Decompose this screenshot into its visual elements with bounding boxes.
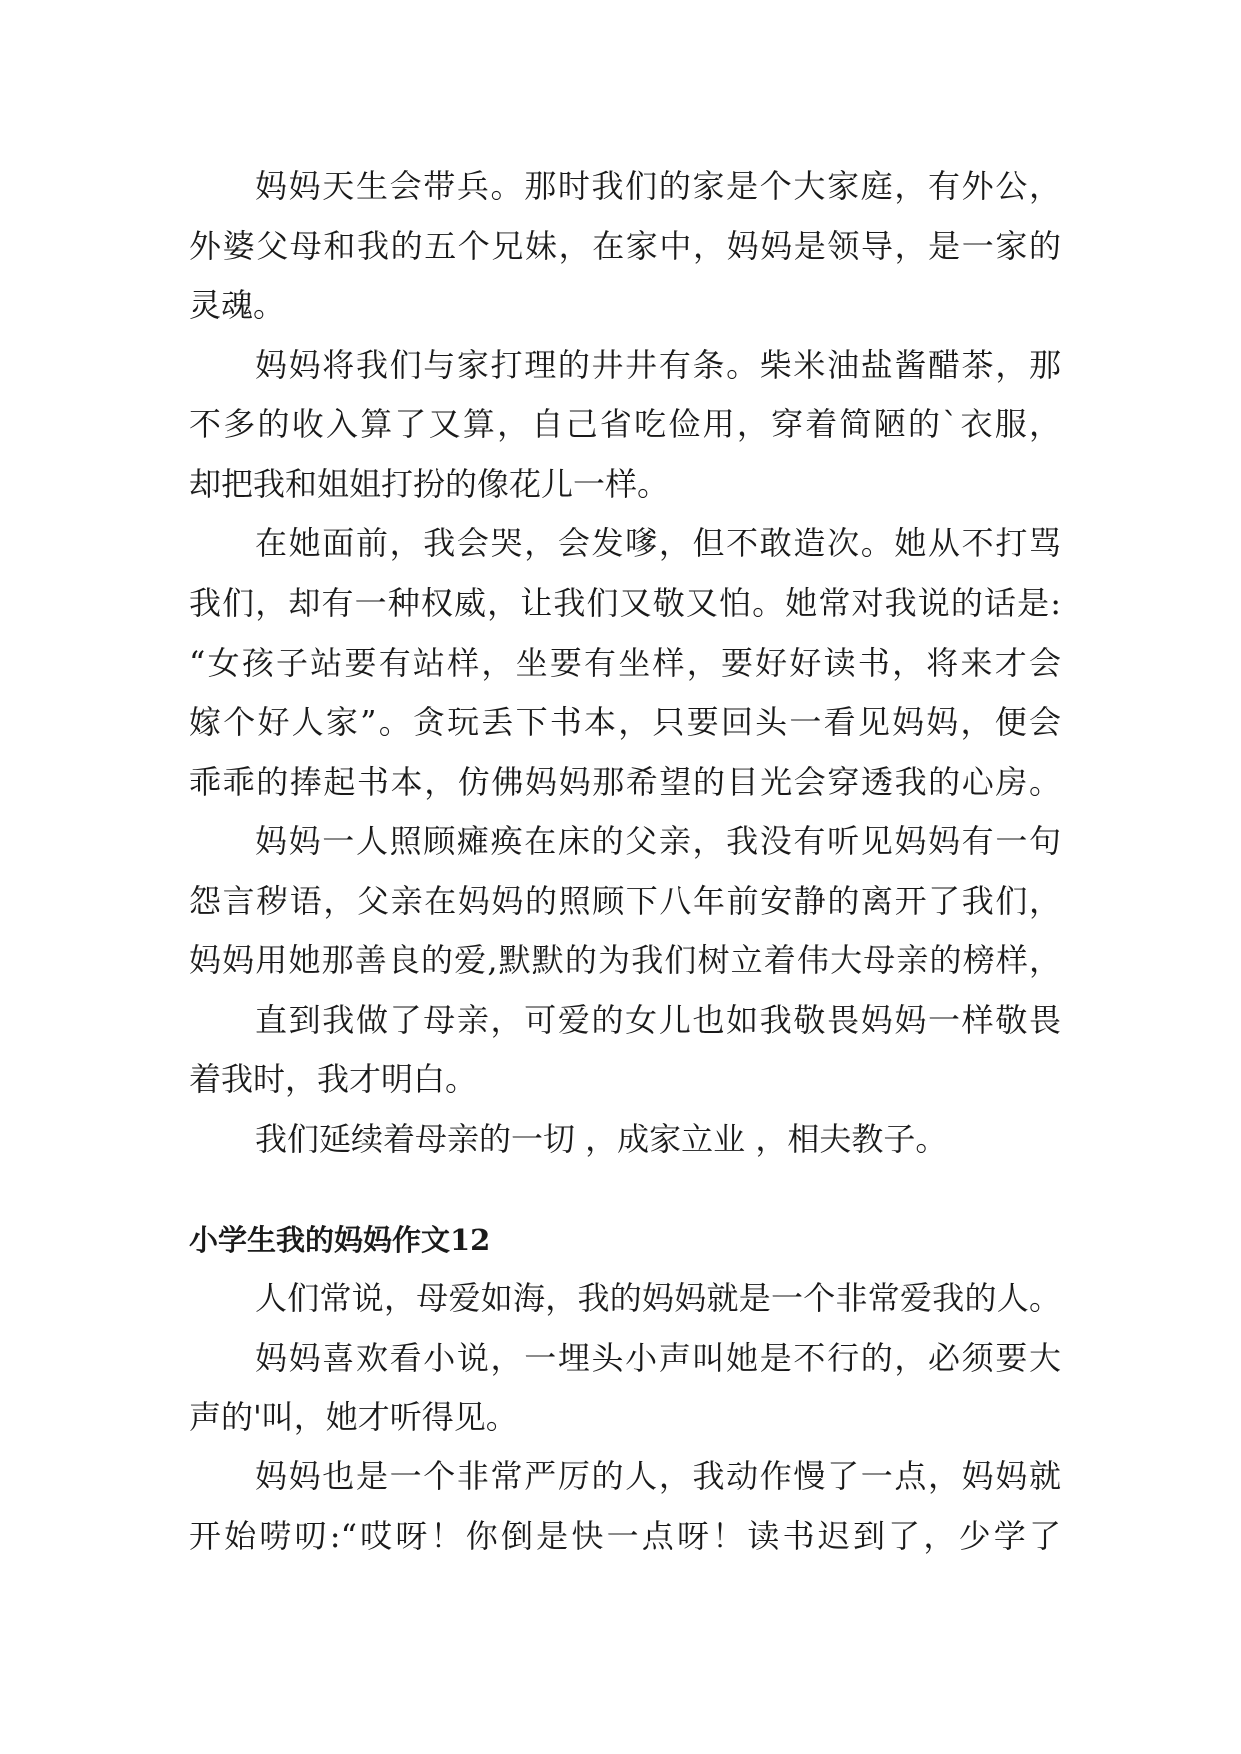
paragraph-line: 不多的收入算了又算，自己省吃俭用，穿着简陋的`衣服， [189,405,1061,443]
paragraph-line: 妈妈将我们与家打理的井井有条。柴米油盐酱醋茶，那 [255,346,1061,384]
essay-title: 小学生我的妈妈作文12 [189,1223,491,1257]
paragraph-line: 人们常说，母爱如海，我的妈妈就是一个非常爱我的人。 [255,1279,1061,1317]
paragraph-line: 嫁个好人家”。贪玩丢下书本，只要回头一看见妈妈，便会 [189,703,1061,741]
paragraph-line: 乖乖的捧起书本，仿佛妈妈那希望的目光会穿透我的心房。 [189,763,1061,801]
paragraph-line: 妈妈喜欢看小说，一埋头小声叫她是不行的，必须要大 [255,1339,1061,1377]
paragraph-line: 着我时，我才明白。 [189,1060,478,1098]
paragraph-line: 直到我做了母亲，可爱的女儿也如我敬畏妈妈一样敬畏 [255,1001,1061,1039]
paragraph-line: 灵魂。 [189,286,286,324]
paragraph-line: 怨言秽语，父亲在妈妈的照顾下八年前安静的离开了我们， [189,882,1061,920]
paragraph-line: “女孩子站要有站样，坐要有坐样，要好好读书，将来才会 [189,644,1061,682]
paragraph-line: 我们，却有一种权威，让我们又敬又怕。她常对我说的话是: [189,584,1061,622]
paragraph-line: 我们延续着母亲的一切 ，成家立业 ，相夫教子。 [255,1120,948,1158]
paragraph-line: 声的'叫，她才听得见。 [189,1398,518,1436]
paragraph-line: 却把我和姐姐打扮的像花儿一样。 [189,465,670,503]
paragraph-line: 妈妈用她那善良的爱,默默的为我们树立着伟大母亲的榜样， [189,941,1061,979]
paragraph-line: 妈妈天生会带兵。那时我们的家是个大家庭，有外公， [255,167,1061,205]
paragraph-line: 开始唠叨:“哎呀！你倒是快一点呀！读书迟到了，少学了 [189,1517,1061,1555]
paragraph-line: 外婆父母和我的五个兄妹，在家中，妈妈是领导，是一家的 [189,227,1061,265]
paragraph-line: 在她面前，我会哭，会发嗲，但不敢造次。她从不打骂 [255,524,1061,562]
paragraph-line: 妈妈一人照顾瘫痪在床的父亲，我没有听见妈妈有一句 [255,822,1061,860]
paragraph-line: 妈妈也是一个非常严厉的人，我动作慢了一点，妈妈就 [255,1457,1061,1495]
